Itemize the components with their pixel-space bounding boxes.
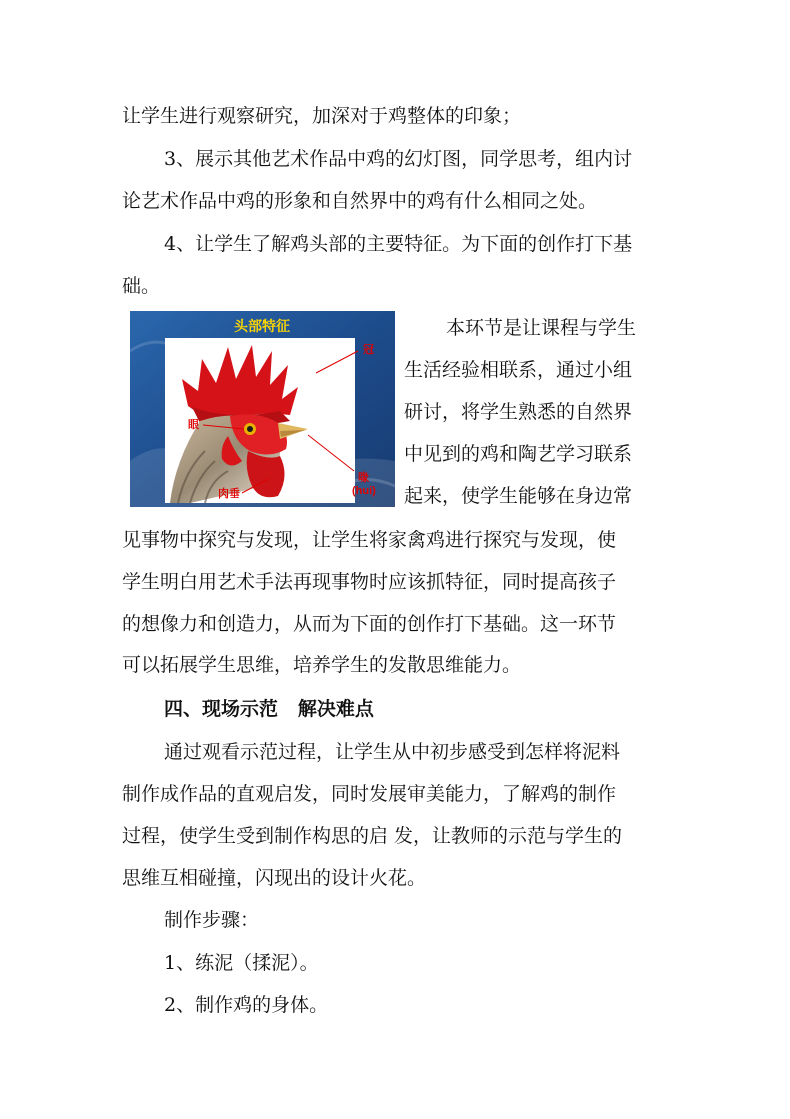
paragraph-line: 3、展示其他艺术作品中鸡的幻灯图，同学思考，组内讨 bbox=[164, 148, 633, 170]
paragraph-line: 本环节是让课程与学生 bbox=[446, 317, 637, 339]
paragraph-line: 论艺术作品中鸡的形象和自然界中的鸡有什么相同之处。 bbox=[122, 190, 598, 212]
paragraph-line: 中见到的鸡和陶艺学习联系 bbox=[404, 443, 633, 465]
figure-title: 头部特征 bbox=[234, 318, 290, 334]
step-item: 2、制作鸡的身体。 bbox=[164, 994, 329, 1016]
step-item: 1、练泥（揉泥）。 bbox=[164, 952, 319, 974]
paragraph-line: 4、让学生了解鸡头部的主要特征。为下面的创作打下基 bbox=[164, 233, 633, 255]
label-wattle: 肉垂 bbox=[218, 488, 240, 500]
rooster-head-figure bbox=[130, 311, 395, 507]
paragraph-line: 可以拓展学生思维，培养学生的发散思维能力。 bbox=[122, 654, 522, 676]
paragraph-line: 制作成作品的直观启发，同时发展审美能力，了解鸡的制作 bbox=[122, 783, 617, 805]
paragraph-line: 学生明白用艺术手法再现事物时应该抓特征，同时提高孩子 bbox=[122, 571, 617, 593]
paragraph-line: 见事物中探究与发现，让学生将家禽鸡进行探究与发现，使 bbox=[122, 529, 617, 551]
paragraph-line: 生活经验相联系，通过小组 bbox=[404, 359, 633, 381]
section-heading: 四、现场示范 解决难点 bbox=[164, 698, 374, 720]
paragraph-line: 的想像力和创造力，从而为下面的创作打下基础。这一环节 bbox=[122, 613, 617, 635]
label-comb: 冠 bbox=[363, 344, 374, 356]
paragraph-line: 过程，使学生受到制作构思的启 发，让教师的示范与学生的 bbox=[122, 825, 623, 847]
label-eye: 眼 bbox=[188, 419, 199, 431]
rooster-head-illustration bbox=[130, 311, 395, 507]
steps-heading: 制作步骤： bbox=[164, 909, 260, 931]
paragraph-line: 通过观看示范过程，让学生从中初步感受到怎样将泥料 bbox=[164, 741, 621, 763]
label-beak-pinyin: (hui) bbox=[352, 485, 376, 497]
paragraph-line: 础。 bbox=[122, 275, 161, 297]
paragraph-line: 研讨，将学生熟悉的自然界 bbox=[404, 401, 633, 423]
paragraph-line: 让学生进行观察研究，加深对于鸡整体的印象； bbox=[122, 105, 522, 127]
paragraph-line: 思维互相碰撞，闪现出的设计火花。 bbox=[122, 867, 427, 889]
label-beak: 喙 bbox=[358, 472, 369, 484]
paragraph-line: 起来，使学生能够在身边常 bbox=[404, 485, 633, 507]
